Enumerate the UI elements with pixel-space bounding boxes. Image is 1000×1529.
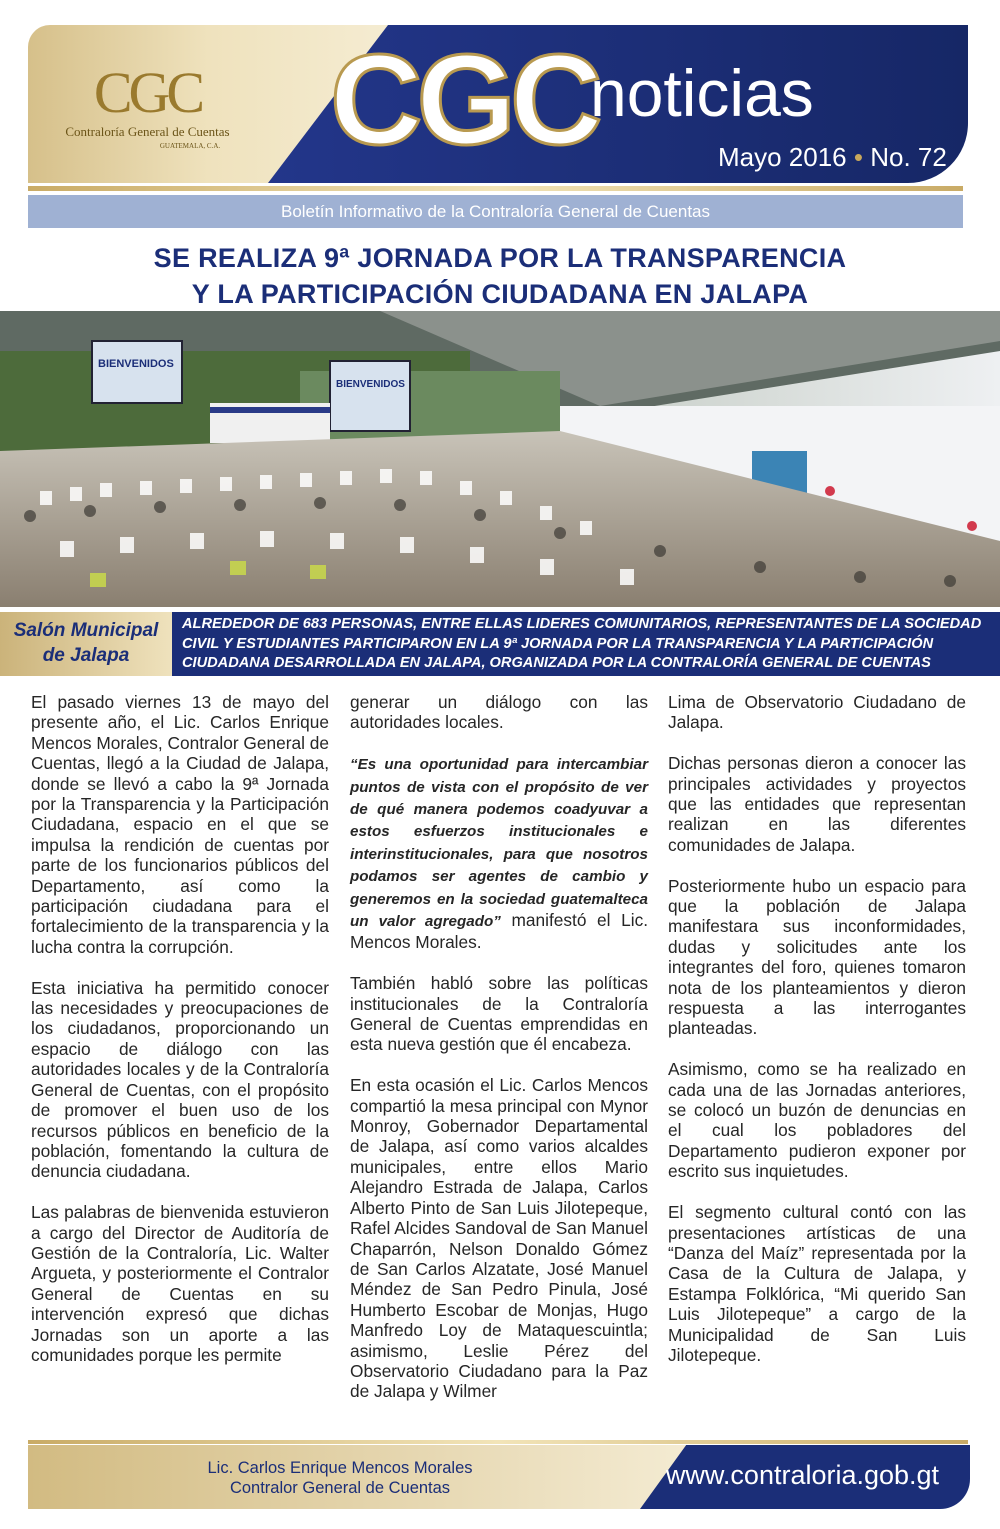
paragraph: Lima de Observatorio Ciudadano de Jalapa. <box>668 692 966 733</box>
paragraph: El segmento cultural contó con las presentaciones artísticas de una “Danza del Maíz” representada por la Casa de la Cultura de Jalapa, y Estampa Folklórica, “Mi querido San Luis Jilotepeque” a cargo de la Municipalidad de San Luis Jilotepeque. <box>668 1202 966 1365</box>
logo-letters: CGC <box>93 60 202 125</box>
headline-line-1: SE REALIZA 9ª JORNADA POR LA TRANSPARENCIA <box>153 243 847 273</box>
paragraph: El pasado viernes 13 de mayo del presente año, el Lic. Carlos Enrique Mencos Morales, Contralor General de Cuentas, llegó a la Ciudad de Jalapa, donde se llevó a cabo la 9ª Jornada por la Transparencia y la Participación Ciudadana, espacio en el que se impulsa la rendición de cuentas por parte de los funcionarios públicos del Departamento, así como la participación ciudadana para el fortalecimiento de la transparencia y la lucha contra la corrupción. <box>31 692 329 957</box>
headline-line-2: Y LA PARTICIPACIÓN CIUDADANA EN JALAPA <box>191 279 809 309</box>
brand-noticias: noticias <box>590 56 814 130</box>
paragraph: generar un diálogo con las autoridades locales. <box>350 692 648 733</box>
edition-month: Mayo 2016 <box>718 142 847 172</box>
cgc-logo <box>40 58 255 168</box>
paragraph: Esta iniciativa ha permitido conocer las necesidades y preocupaciones de los ciudadanos, proporcionando un espacio de diálogo con las autoridades locales y de la Contraloría General de Cuentas, con el propósito de promover el buen uso de los recursos públicos en beneficio de la población, fomentando la cultura de denuncia ciudadana. <box>31 977 329 1182</box>
edition-number: No. 72 <box>870 142 947 172</box>
footer-role: Contralor General de Cuentas <box>229 1479 451 1497</box>
brand-cgc: CGC <box>330 29 597 172</box>
paragraph: Las palabras de bienvenida estuvieron a cargo del Director de Auditoría de Gestión de la Contraloría, Lic. Walter Argueta, y posteriormente el Contralor General de Cuentas en su intervención expresó que dichas Jornadas son un aporte a las comunidades porque les permite <box>31 1202 329 1365</box>
footer-name: Lic. Carlos Enrique Mencos Morales <box>207 1459 473 1477</box>
caption-location: Salón Municipal de Jalapa <box>13 620 159 666</box>
caption-box <box>172 612 1000 676</box>
photo-banner-1: BIENVENIDOS <box>98 358 174 370</box>
footer-signature <box>120 1458 560 1498</box>
paragraph: Dichas personas dieron a conocer las principales actividades y proyectos que las entidades que representan realizan en las diferentes comunidades de Jalapa. <box>668 753 966 855</box>
footer-url-link[interactable]: www.contraloria.gob.gt <box>665 1460 940 1490</box>
photo-banner-2: BIENVENIDOS <box>336 379 405 390</box>
paragraph: Posteriormente hubo un espacio para que la población de Jalapa manifestara sus inconformidades, dudas y solicitudes ante los integrantes del foro, quienes tomaron nota de los planteamientos y dieron respuesta a las interrogantes planteadas. <box>668 875 966 1039</box>
subtitle-bar <box>28 195 963 228</box>
logo-country: GUATEMALA, C.A. <box>159 142 221 150</box>
masthead-rule <box>28 186 963 191</box>
paragraph: Asimismo, como se ha realizado en cada una de las Jornadas anteriores, se colocó un buzón de denuncias en el cual los pobladores del Departamento pudieron exponer por escrito sus inquietudes. <box>668 1059 966 1182</box>
quote-attribution: manifestó el Lic. Mencos Morales. <box>350 910 649 953</box>
quote-text: “Es una oportunidad para intercambiar puntos de vista con el propósito de ver de qué manera podemos coadyuvar a estos esfuerzos institucionales e interinstitucionales, para que nosotros podamos ser agentes de cambio y generemos en la sociedad guatemalteca un valor agregado” <box>350 756 648 931</box>
caption-location-box <box>0 612 172 676</box>
logo-name: Contraloría General de Cuentas <box>65 124 230 139</box>
event-photo <box>0 311 1000 607</box>
footer-rule <box>28 1440 968 1444</box>
article-column-3 <box>668 692 966 1386</box>
article-column-2 <box>350 692 648 1422</box>
paragraph: En esta ocasión el Lic. Carlos Mencos compartió la mesa principal con Mynor Monroy, Gobernador Departamental de Jalapa, así como varios alcaldes municipales, entre ellos Mario Alejandro Estrada de Jalapa, Carlos Alberto Pinto de San Luis Jilotepeque, Rafel Alcides Sandoval de San Manuel Chaparrón, Nelson Donaldo Gómez de San Carlos Alzatate, José Manuel Méndez de San Pedro Pinula, José Humberto Escobar de Monjas, Hugo Manfredo Loy de Mataquescuintla; asimismo, Leslie Pérez del Observatorio Ciudadano para la Paz de Jalapa y Wilmer <box>350 1075 648 1402</box>
article-headline <box>0 240 1000 312</box>
bullet-icon: • <box>853 142 863 172</box>
edition-info <box>718 142 947 172</box>
paragraph: También habló sobre las políticas institucionales de la Contraloría General de Cuentas emprendidas en esta nueva gestión que él encabeza. <box>350 973 648 1055</box>
article-column-1 <box>31 692 329 1386</box>
quote-paragraph <box>350 753 648 953</box>
subtitle-text: Boletín Informativo de la Contraloría General de Cuentas <box>280 202 711 221</box>
caption-text: ALREDEDOR DE 683 PERSONAS, ENTRE ELLAS LIDERES COMUNITARIOS, REPRESENTANTES DE LA SOCIEDAD CIVIL Y ESTUDIANTES PARTICIPARON EN LA 9ª JORNADA POR LA TRANSPARENCIA Y LA PARTICIPACIÓN CIUDADANA DESARROLLADA EN JALAPA, ORGANIZADA POR LA CONTRALORÍA GENERAL DE CUENTAS <box>182 616 982 671</box>
